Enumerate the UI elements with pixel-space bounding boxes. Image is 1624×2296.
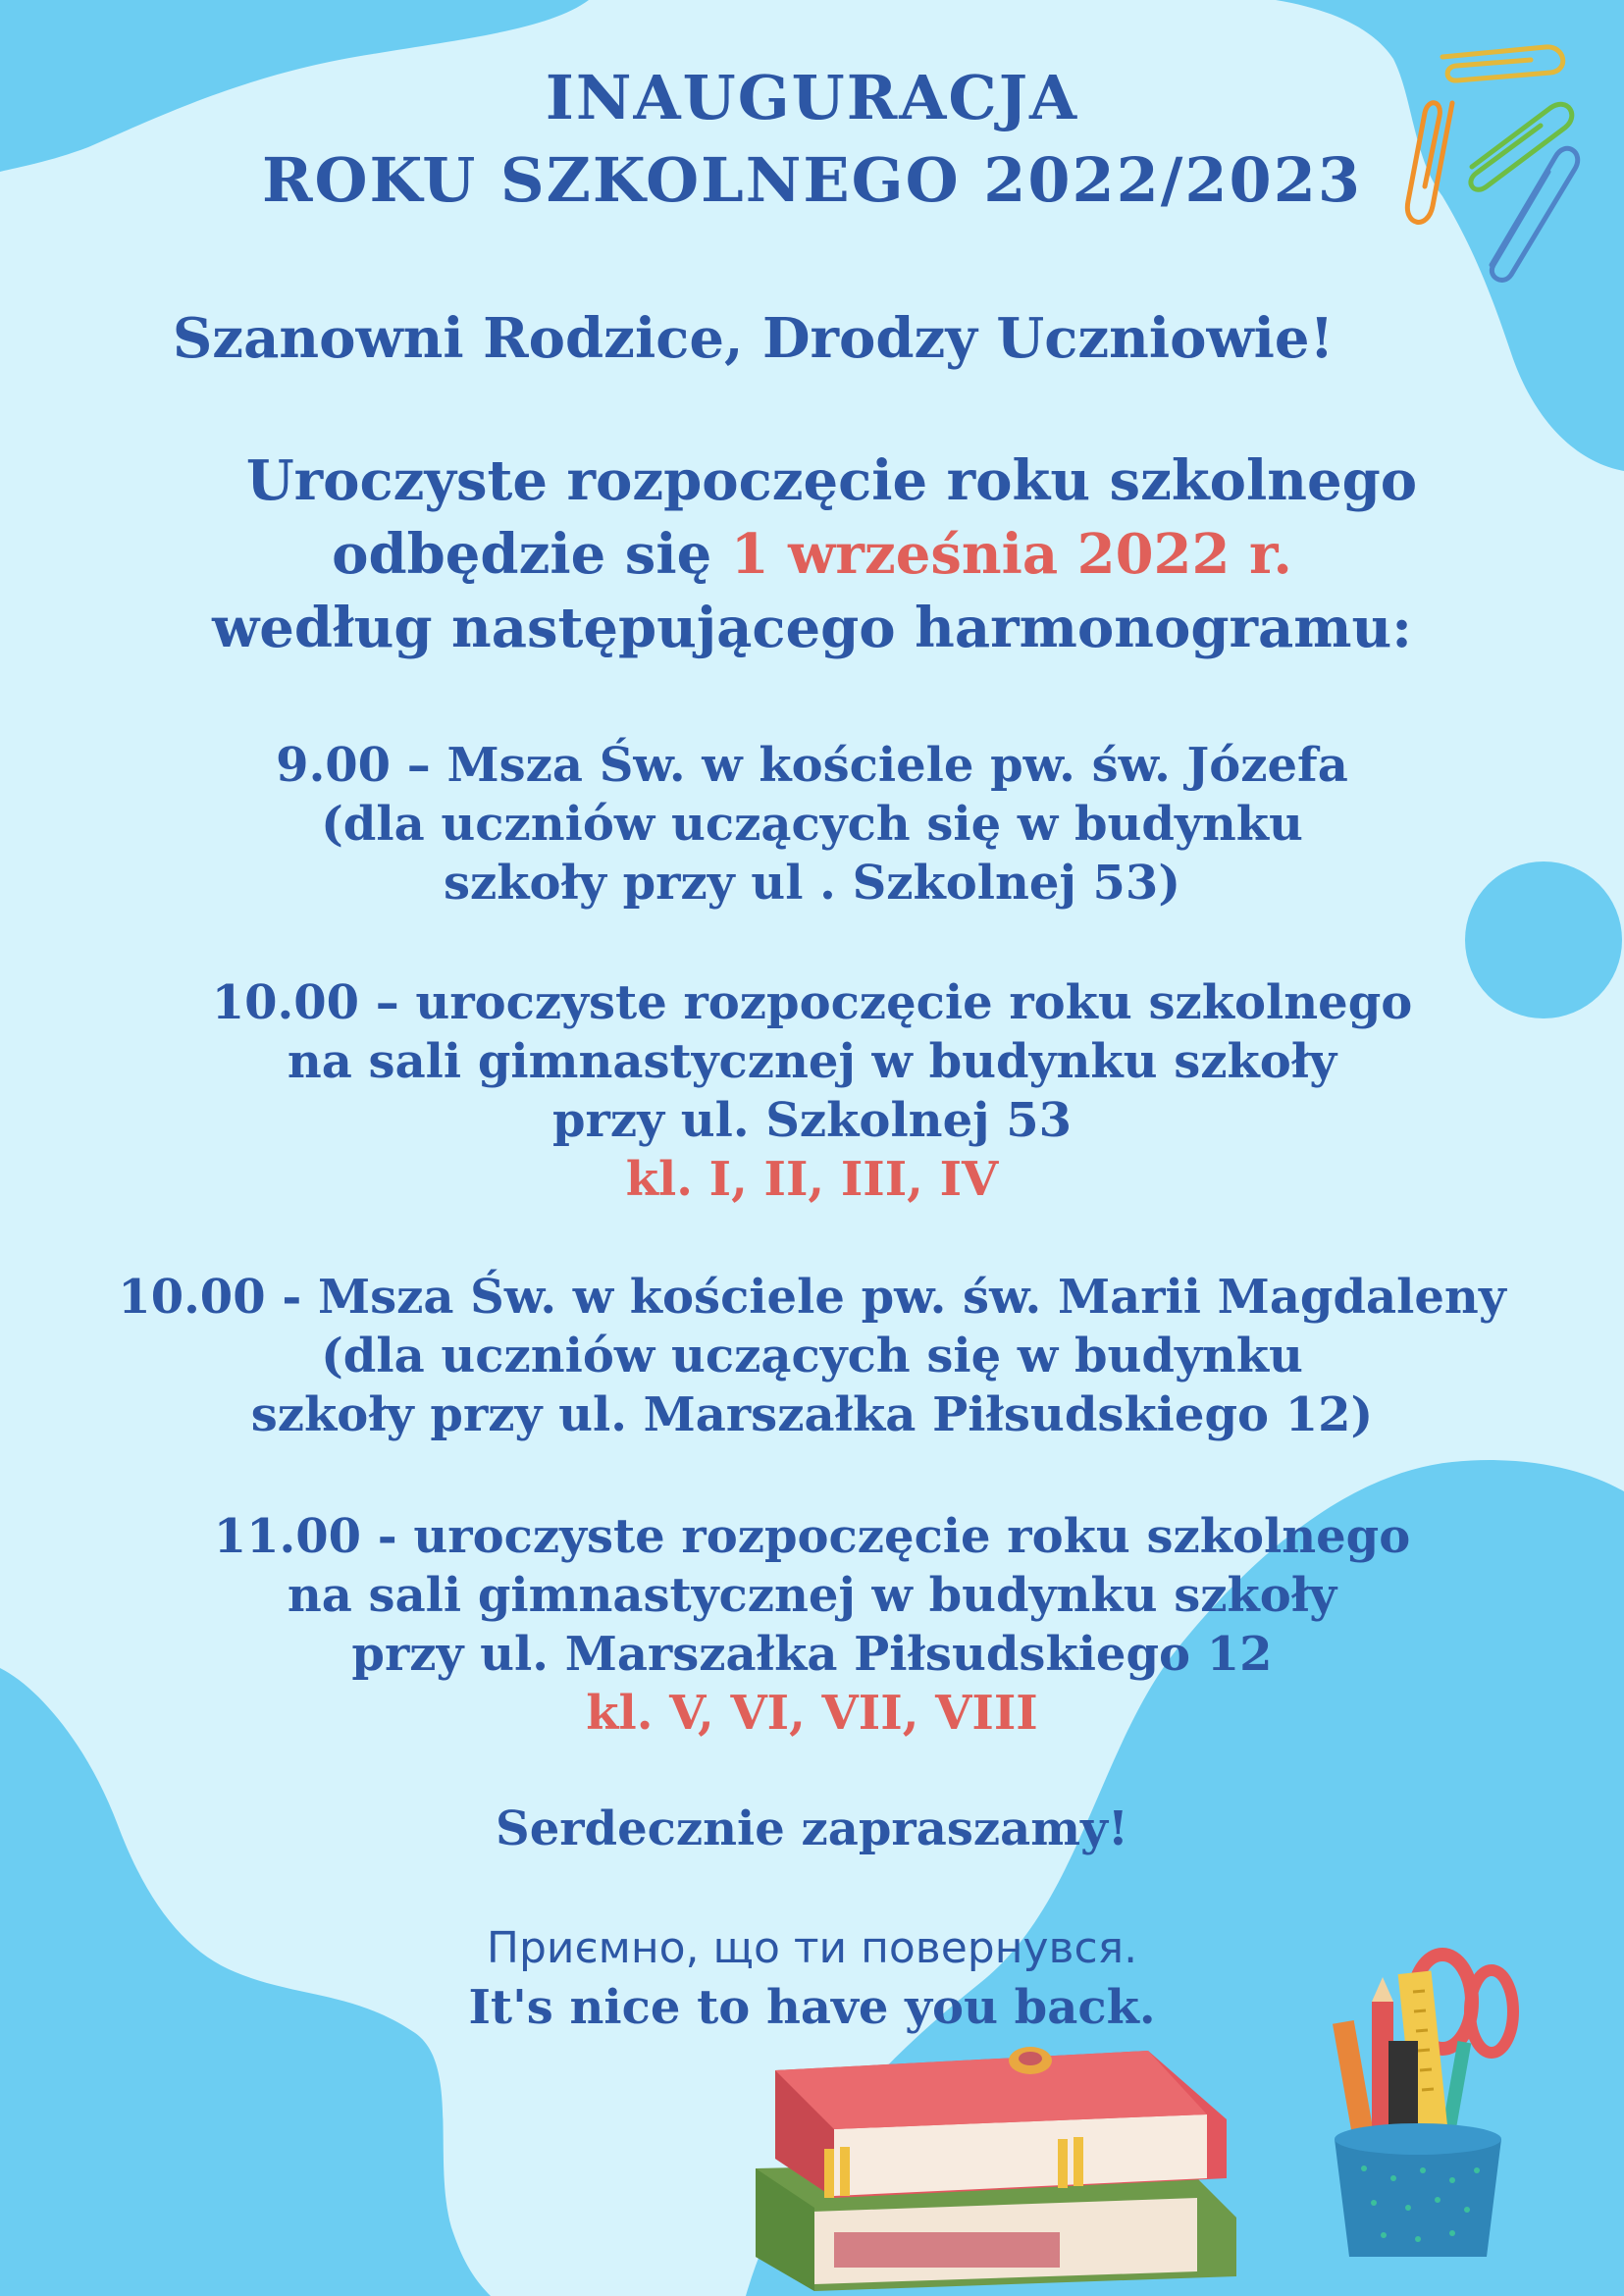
schedule-2-line-1: 10.00 – uroczyste rozpoczęcie roku szkolnego (211, 975, 1413, 1030)
schedule-4-classes: kl. V, VI, VII, VIII (586, 1686, 1038, 1741)
schedule-2-line-2: na sali gimnastycznej w budynku szkoły (287, 1034, 1337, 1089)
intro-prefix: odbędzie się (332, 522, 731, 587)
footer-english: It's nice to have you back. (468, 1980, 1156, 2035)
schedule-2-line-3: przy ul. Szkolnej 53 (551, 1093, 1072, 1148)
schedule-3-line-3: szkoły przy ul. Marszałka Piłsudskiego 12) (250, 1387, 1374, 1442)
intro-line-2 (0, 522, 1624, 587)
intro-line-3: według następującego harmonogramu: (212, 596, 1412, 660)
closing: Serdecznie zapraszamy! (496, 1801, 1128, 1856)
title-line-1: INAUGURACJA (545, 62, 1079, 133)
schedule-3-line-1: 10.00 - Msza Św. w kościele pw. św. Marii Magdaleny (118, 1270, 1506, 1325)
schedule-4-line-1: 11.00 - uroczyste rozpoczęcie roku szkolnego (213, 1509, 1411, 1564)
schedule-1-line-3: szkoły przy ul . Szkolnej 53) (443, 856, 1181, 911)
schedule-1-line-2: (dla uczniów uczących się w budynku (321, 797, 1303, 852)
intro-line-1: Uroczyste rozpoczęcie roku szkolnego (245, 448, 1418, 513)
greeting: Szanowni Rodzice, Drodzy Uczniowie! (172, 306, 1335, 371)
schedule-2-classes: kl. I, II, III, IV (625, 1152, 999, 1207)
event-date: 1 września 2022 r. (730, 522, 1292, 587)
schedule-3-line-2: (dla uczniów uczących się w budynku (321, 1329, 1303, 1383)
schedule-4-line-2: na sali gimnastycznej w budynku szkoły (287, 1568, 1337, 1623)
footer-ukrainian: Приємно, що ти повернувся. (486, 1923, 1138, 1973)
title-line-2: ROKU SZKOLNEGO 2022/2023 (262, 144, 1362, 216)
schedule-4-line-3: przy ul. Marszałka Piłsudskiego 12 (351, 1627, 1273, 1682)
schedule-1-line-1: 9.00 – Msza Św. w kościele pw. św. Józefa (276, 738, 1348, 793)
